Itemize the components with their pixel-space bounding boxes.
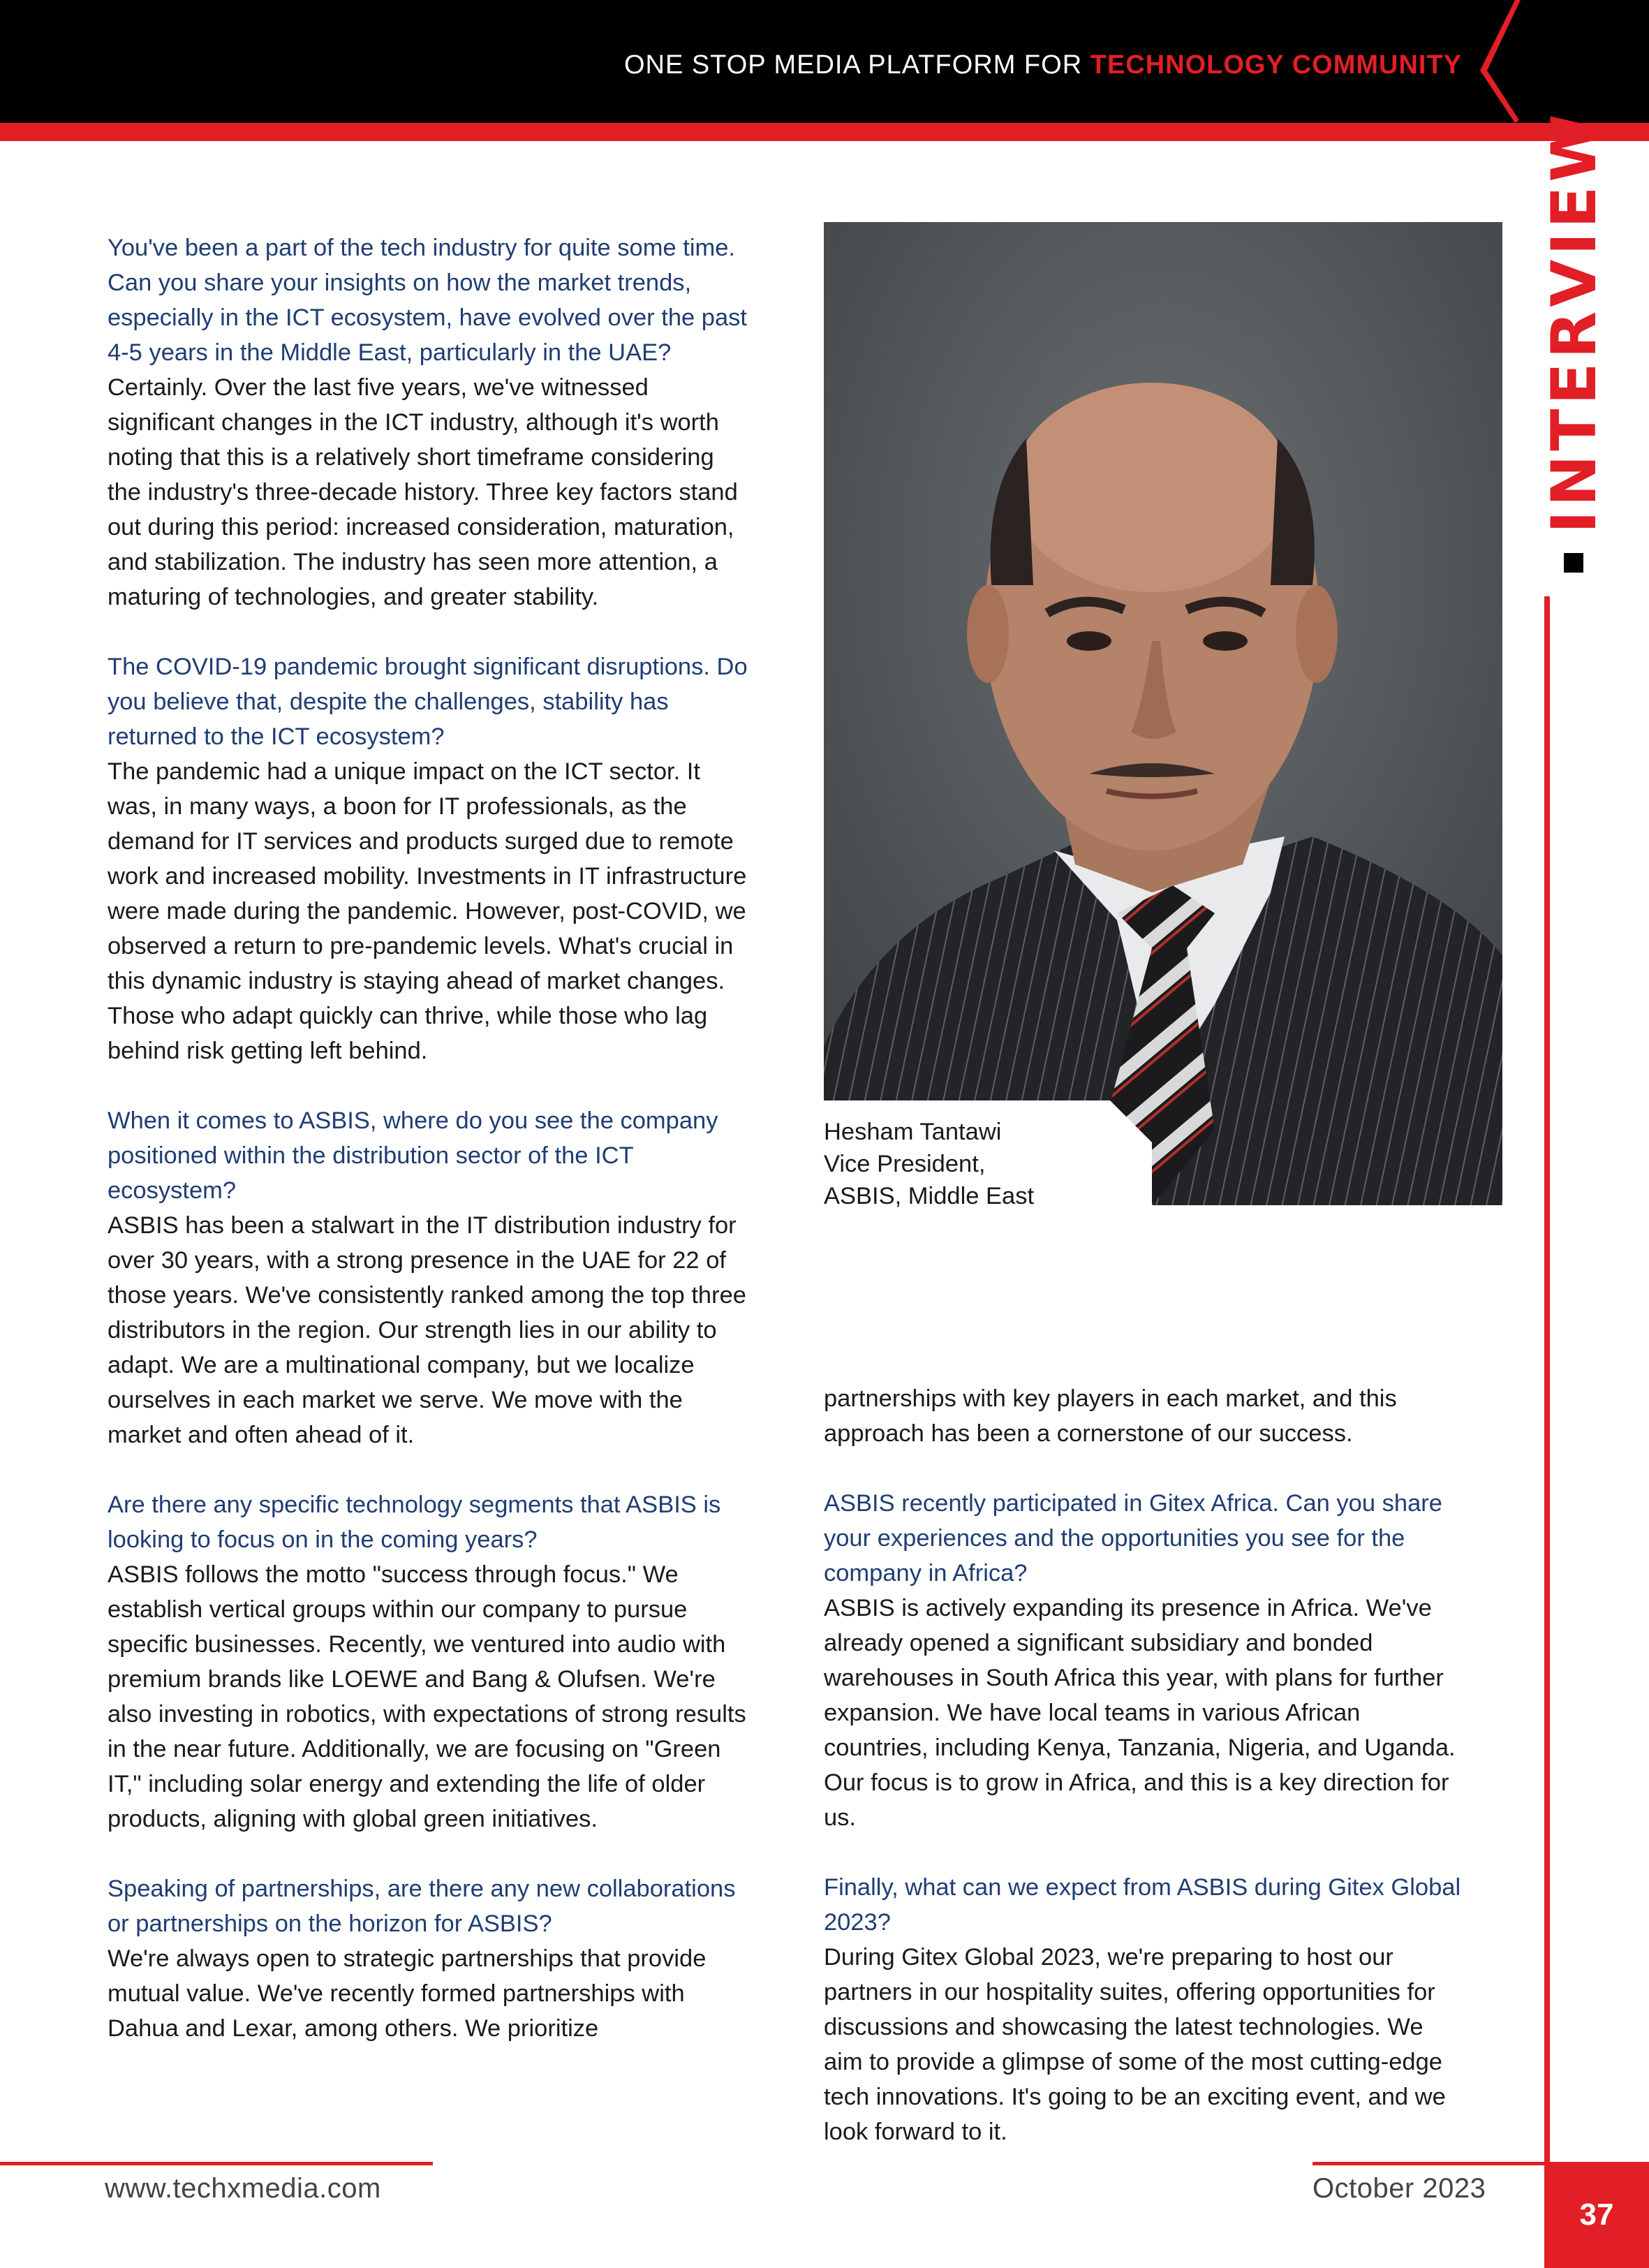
caption-name: Hesham Tantawi xyxy=(824,1119,1002,1145)
question-1: You've been a part of the tech industry for quite some time. Can you share your insights on how the market trends, especially in the ICT ecosystem, have evolved over the past 4-5 years in the Middle East, particularly in the UAE? xyxy=(108,235,748,366)
answer-3: ASBIS has been a stalwart in the IT distribution industry for over 30 years, with a strong presence in the UAE for 22 of those years. We've consistently ranked among the top three distributors in the region. Our strength lies in our ability to adapt. We are a multinational company, but we localize ourselves in each market we serve. We move with the market and often ahead of it. xyxy=(108,1212,746,1448)
caption-company: ASBIS, Middle East xyxy=(824,1183,1035,1209)
section-marker xyxy=(1564,553,1583,573)
page-number-box xyxy=(1544,2162,1649,2268)
caption-title: Vice President, xyxy=(824,1151,986,1177)
answer-6: ASBIS is actively expanding its presence in Africa. We've already opened a significant subsidiary and bonded warehouses in South Africa this year, with plans for further expansion. We have local teams in various African countries, including Kenya, Tanzania, Nigeria, and Uganda. Our focus is to grow in Africa, and this is a key direction for us. xyxy=(824,1595,1456,1831)
section-label-text: INTERVIEW xyxy=(1537,110,1610,533)
article-column-left xyxy=(108,230,750,2046)
header-accent-line xyxy=(0,123,1649,141)
section-label xyxy=(1537,110,1610,573)
answer-2: The pandemic had a unique impact on the ICT sector. It was, in many ways, a boon for IT professionals, as the demand for IT services and products surged due to remote work and increased mobility. Investments in IT infrastructure were made during the pandemic. However, post-COVID, we observed a return to pre-pandemic levels. What's crucial in this dynamic industry is staying ahead of market changes. Those who adapt quickly can thrive, while those who lag behind risk getting left behind. xyxy=(108,758,747,1064)
tagline-accent: TECHNOLOGY COMMUNITY xyxy=(1090,50,1462,80)
page-number: 37 xyxy=(1579,2197,1614,2232)
section-rail xyxy=(1544,596,1550,2162)
question-3: When it comes to ASBIS, where do you see the company positioned within the distribution sector of the ICT ecosystem? xyxy=(108,1107,718,1204)
question-5: Speaking of partnerships, are there any new collaborations or partnerships on the horizon for ASBIS? xyxy=(108,1876,736,1937)
question-2: The COVID-19 pandemic brought significant disruptions. Do you believe that, despite the challenges, stability has returned to the ICT ecosystem? xyxy=(108,654,748,750)
answer-4: ASBIS follows the motto "success through focus." We establish vertical groups within our company to pursue specific businesses. Recently, we ventured into audio with premium brands like LOEWE and Bang & Olufsen. We're also investing in robotics, with expectations of strong results in the near future. Additionally, we are focusing on "Green IT," including solar energy and extending the life of older products, aligning with global green initiatives. xyxy=(108,1561,746,1832)
footer-rule-right xyxy=(1312,2162,1550,2165)
photo-caption xyxy=(824,1116,1034,1212)
question-7: Finally, what can we expect from ASBIS during Gitex Global 2023? xyxy=(824,1874,1461,1936)
portrait-photo xyxy=(824,222,1502,1205)
footer-url[interactable]: www.techxmedia.com xyxy=(105,2173,381,2204)
footer-date: October 2023 xyxy=(1312,2173,1486,2204)
question-4: Are there any specific technology segments that ASBIS is looking to focus on in the coming years? xyxy=(108,1492,721,1553)
answer-5: We're always open to strategic partnerships that provide mutual value. We've recently formed partnerships with Dahua and Lexar, among others. We prioritize xyxy=(108,1945,707,2042)
header-tagline xyxy=(624,50,1462,80)
footer-rule-left xyxy=(0,2162,433,2165)
article-column-right xyxy=(824,1381,1466,2149)
question-6: ASBIS recently participated in Gitex Africa. Can you share your experiences and the opportunities you see for the company in Africa? xyxy=(824,1490,1442,1586)
tagline-prefix: ONE STOP MEDIA PLATFORM FOR xyxy=(623,50,1090,80)
answer-7: During Gitex Global 2023, we're preparing to host our partners in our hospitality suites, offering opportunities for discussions and showcasing the latest technologies. We aim to provide a glimpse of some of the most cutting-edge tech innovations. It's going to be an exciting event, and we look forward to it. xyxy=(824,1944,1446,2145)
answer-1: Certainly. Over the last five years, we've witnessed significant changes in the ICT industry, although it's worth noting that this is a relatively short timeframe considering the industry's three-decade history. Three key factors stand out during this period: increased consideration, maturation, and stabilization. The industry has seen more attention, a maturing of technologies, and greater stability. xyxy=(108,374,738,610)
answer-5-continued: partnerships with key players in each market, and this approach has been a cornerstone of our success. xyxy=(824,1385,1397,1447)
